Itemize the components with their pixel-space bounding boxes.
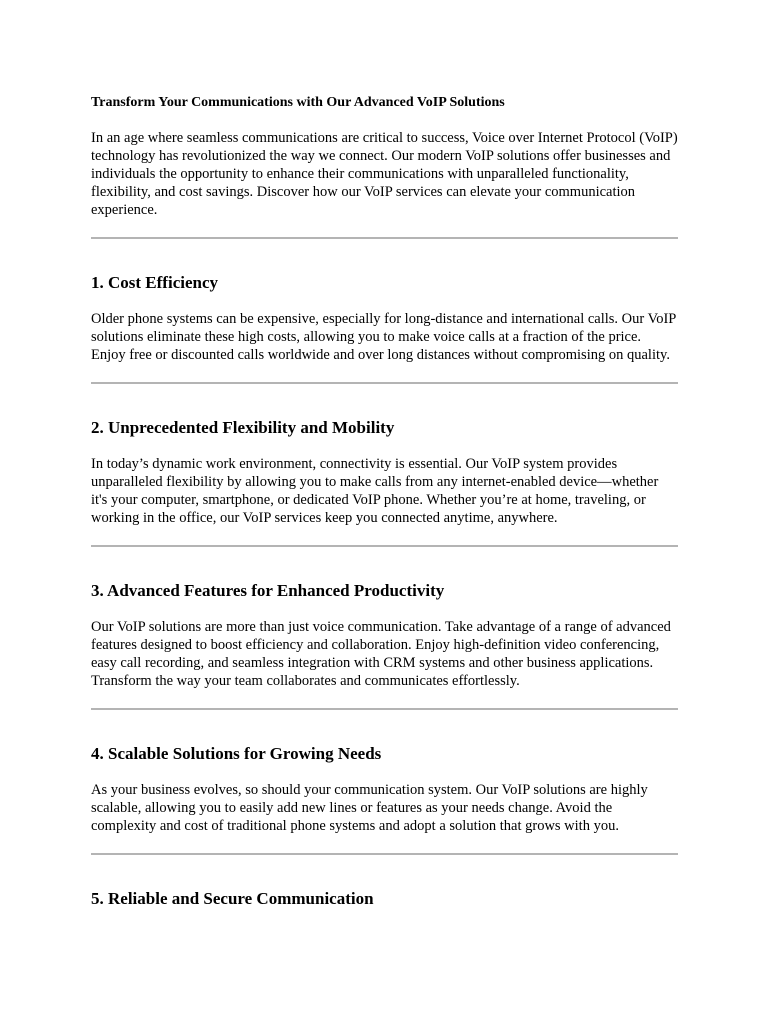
- section-divider: [91, 545, 678, 547]
- section-divider: [91, 853, 678, 855]
- section-divider: [91, 708, 678, 710]
- section-body-advanced-features: Our VoIP solutions are more than just voice communication. Take advantage of a range of advanced features designed to boost efficiency and collaboration. Enjoy high-definition video conferencing, easy call recording, and seamless integration with CRM systems and other business applications. Transform the way your team collaborates and communicates effortlessly.: [91, 619, 671, 689]
- section-divider: [91, 382, 678, 384]
- section-body-scalable: As your business evolves, so should your communication system. Our VoIP solutions are highly scalable, allowing you to easily add new lines or features as your needs change. Avoid the complexity and cost of traditional phone systems and adopt a solution that grows with you.: [91, 782, 648, 834]
- section-heading-advanced-features: 3. Advanced Features for Enhanced Productivity: [91, 581, 445, 600]
- section-divider: [91, 237, 678, 239]
- section-body-cost-efficiency: Older phone systems can be expensive, especially for long-distance and international calls. Our VoIP solutions eliminate these high costs, allowing you to make voice calls at a fraction of the price. Enjoy free or discounted calls worldwide and over long distances without compromising on quality.: [91, 311, 676, 363]
- section-heading-scalable: 4. Scalable Solutions for Growing Needs: [91, 744, 382, 763]
- section-heading-reliable-secure: 5. Reliable and Secure Communication: [91, 889, 374, 908]
- document-title: Transform Your Communications with Our Advanced VoIP Solutions: [91, 95, 505, 110]
- section-heading-cost-efficiency: 1. Cost Efficiency: [91, 273, 219, 292]
- intro-paragraph: In an age where seamless communications are critical to success, Voice over Internet Protocol (VoIP) technology has revolutionized the way we connect. Our modern VoIP solutions offer businesses and individuals the opportunity to enhance their communications with unparalleled functionality, flexibility, and cost savings. Discover how our VoIP services can elevate your communication experience.: [91, 130, 678, 218]
- section-heading-flexibility: 2. Unprecedented Flexibility and Mobility: [91, 418, 395, 437]
- section-body-flexibility: In today’s dynamic work environment, connectivity is essential. Our VoIP system provides unparalleled flexibility by allowing you to make calls from any internet-enabled device—whether it's your computer, smartphone, or dedicated VoIP phone. Whether you’re at home, traveling, or working in the office, our VoIP services keep you connected anytime, anywhere.: [91, 456, 659, 526]
